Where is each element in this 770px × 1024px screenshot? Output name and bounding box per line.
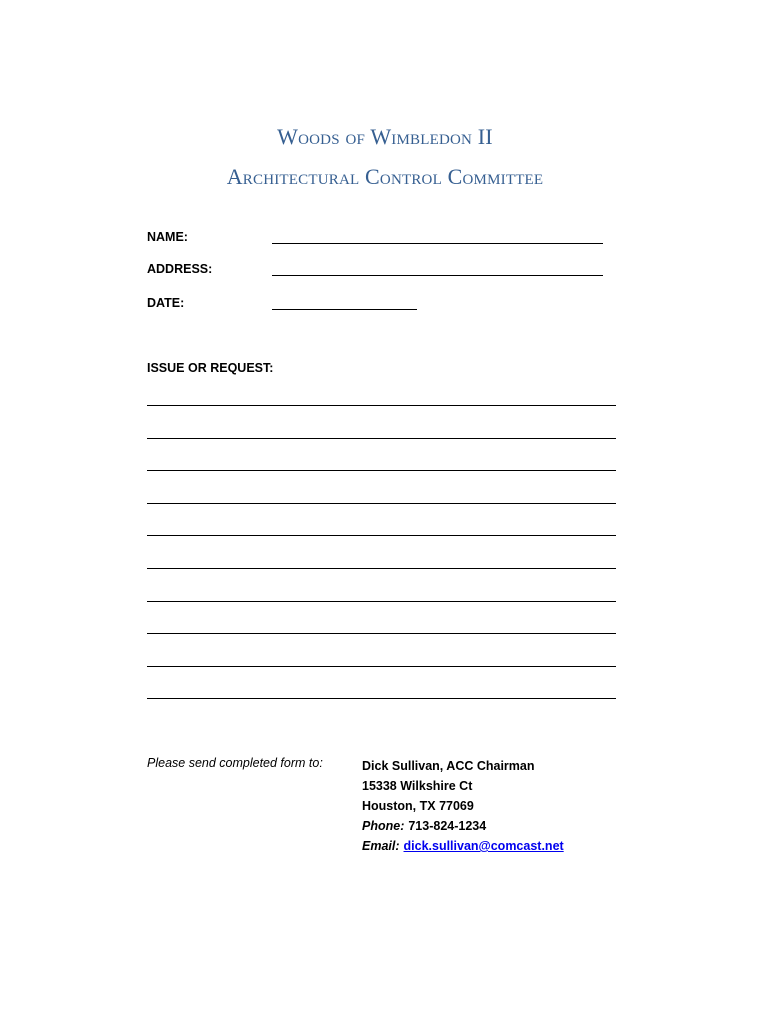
send-note: Please send completed form to: xyxy=(147,756,323,770)
issue-line[interactable] xyxy=(147,470,616,471)
contact-block xyxy=(362,756,564,856)
date-label: DATE: xyxy=(147,296,185,310)
address-field-line[interactable] xyxy=(272,275,603,276)
issue-line[interactable] xyxy=(147,666,616,667)
phone-value: 713-824-1234 xyxy=(408,819,487,833)
issue-line[interactable] xyxy=(147,405,616,406)
issue-line[interactable] xyxy=(147,601,616,602)
issue-line[interactable] xyxy=(147,698,616,699)
email-label: Email: xyxy=(362,839,400,853)
name-field-line[interactable] xyxy=(272,243,603,244)
issue-line[interactable] xyxy=(147,568,616,569)
contact-city: Houston, TX 77069 xyxy=(362,799,474,813)
address-label: ADDRESS: xyxy=(147,262,213,276)
email-link[interactable]: dick.sullivan@comcast.net xyxy=(403,839,564,853)
contact-name: Dick Sullivan, ACC Chairman xyxy=(362,759,535,773)
issue-line[interactable] xyxy=(147,438,616,439)
name-label: NAME: xyxy=(147,230,188,244)
date-field-line[interactable] xyxy=(272,309,417,310)
contact-email-row xyxy=(362,836,564,856)
form-title: Woods of Wimbledon II xyxy=(277,124,493,149)
issue-line[interactable] xyxy=(147,535,616,536)
phone-label: Phone: xyxy=(362,819,405,833)
contact-street: 15338 Wilkshire Ct xyxy=(362,779,473,793)
issue-line[interactable] xyxy=(147,633,616,634)
issue-line[interactable] xyxy=(147,503,616,504)
issue-label: ISSUE OR REQUEST: xyxy=(147,361,274,375)
contact-phone-row xyxy=(362,816,564,836)
form-subtitle: Architectural Control Committee xyxy=(226,164,544,189)
